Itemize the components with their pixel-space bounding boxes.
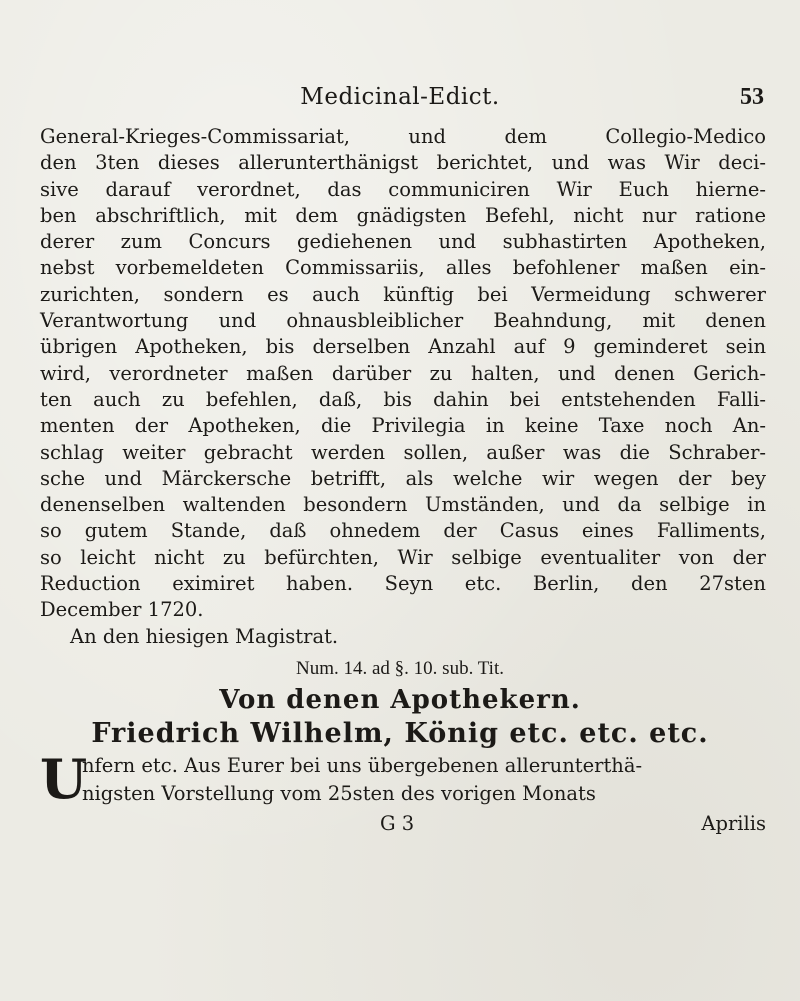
text-line: ben abschriftlich, mit dem gnädigsten Befehl, nicht nur ratione (40, 203, 766, 227)
text-line: sive darauf verordnet, das communiciren Wir Euch hierne- (40, 177, 766, 201)
text-line: nigsten Vorstellung vom 25sten des vorigen Monats (82, 782, 596, 805)
text-line: derer zum Concurs gediehenen und subhastirten Apotheken, (40, 230, 766, 254)
body-paragraph (40, 124, 766, 650)
text-line: Verantwortung und ohnausbleiblicher Beahndung, mit denen (40, 309, 766, 333)
text-line: übrigen Apotheken, bis derselben Anzahl auf 9 geminderet sein (40, 335, 766, 359)
text-line: den 3ten dieses allerunterthänigst berichtet, und was Wir deci- (40, 151, 766, 175)
date-line: December 1720. (40, 598, 204, 622)
text-line: so leicht nicht zu befürchten, Wir selbige eventualiter von der (40, 545, 766, 569)
signature-mark: G 3 (380, 812, 415, 835)
decree-issuer: Friedrich Wilhelm, König etc. etc. etc. (91, 718, 709, 749)
text-line: nfern etc. Aus Eurer bei uns übergebenen allerunterthä- (82, 754, 643, 777)
text-line: Reduction eximiret haben. Seyn etc. Berlin, den 27sten (40, 572, 766, 596)
decree-opening (40, 747, 766, 811)
text-line: schlag weiter gebracht werden sollen, außer was die Schraber- (40, 440, 766, 464)
address-line: An den hiesigen Magistrat. (70, 624, 339, 648)
text-line: so gutem Stande, daß ohnedem der Casus eines Falliments, (40, 519, 766, 543)
section-reference: Num. 14. ad §. 10. sub. Tit. (296, 658, 504, 679)
page-footer (40, 812, 766, 840)
catchword: Aprilis (701, 812, 766, 835)
text-line: ten auch zu befehlen, daß, bis dahin bei entstehenden Falli- (40, 387, 766, 411)
text-line: zurichten, sondern es auch künftig bei Vermeidung schwerer (40, 282, 766, 306)
text-line: sche und Märckersche betrifft, als welche wir wegen der bey (40, 466, 766, 490)
text-line: menten der Apotheken, die Privilegia in keine Taxe noch An- (40, 414, 766, 438)
text-line: wird, verordneter maßen darüber zu halten, und denen Gerich- (40, 361, 766, 385)
section-title: Von denen Apothekern. (219, 685, 581, 715)
page-header (0, 84, 800, 118)
running-head: Medicinal-Edict. (300, 84, 500, 110)
text-line: General-Krieges-Commissariat, und dem Collegio-Medico (40, 125, 766, 148)
page-number: 53 (740, 84, 764, 110)
text-line: nebst vorbemeldeten Commissariis, alles befohlener maßen ein- (40, 256, 766, 280)
text-line: denenselben waltenden besondern Umständen, und da selbige in (40, 493, 766, 517)
drop-cap: U (40, 747, 88, 811)
